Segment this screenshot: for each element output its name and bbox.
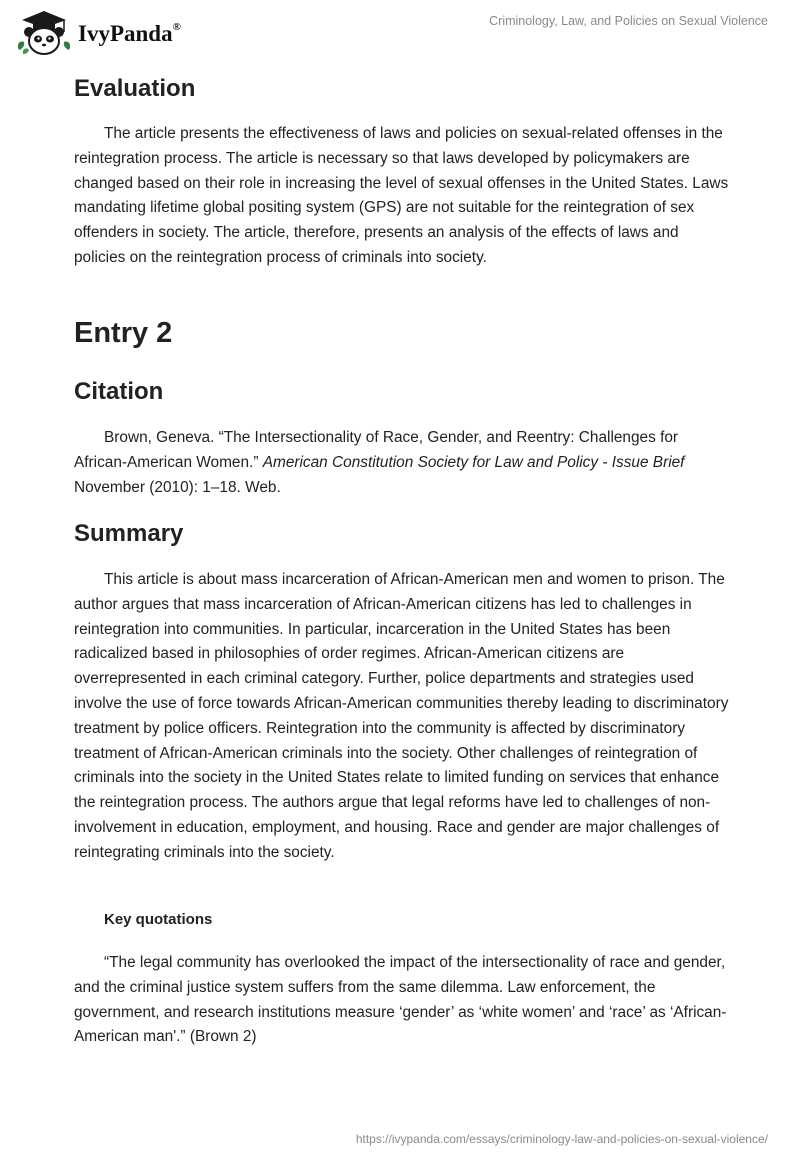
citation-journal: American Constitution Society for Law and Policy - Issue Brief bbox=[262, 453, 685, 471]
evaluation-heading: Evaluation bbox=[74, 75, 196, 102]
summary-heading: Summary bbox=[74, 520, 184, 547]
page-header bbox=[0, 0, 800, 60]
source-url-link[interactable]: https://ivypanda.com/essays/criminology-law-and-policies-on-sexual-violence/ bbox=[355, 1132, 768, 1146]
panda-graduate-icon bbox=[14, 8, 74, 58]
citation-date: November (2010): 1–18. Web. bbox=[74, 478, 281, 496]
citation-paragraph bbox=[74, 426, 734, 500]
evaluation-paragraph: The article presents the effectiveness of laws and policies on sexual-related offenses in the reintegration process. The article is necessary so that laws developed by policymakers are changed based on their role in increasing the level of sexual offenses in the United States. Laws mandating lifetime global positing system (GPS) are not suitable for the reintegration of sex offenders in society. The article, therefore, presents an analysis of the effects of laws and policies on the reintegration process of criminals into society. bbox=[74, 125, 729, 266]
summary-paragraph: This article is about mass incarceration of African-American men and women to prison. The author argues that mass incarceration of African-American citizens has led to challenges in reintegration into communities. In particular, incarceration in the United States has been radicalized based in philosophies of order regimes. African-American citizens are overrepresented in each criminal category. Further, police departments and strategies used involve the use of force towards African-American communities thereby leading to discriminatory treatment by police officers. Reintegration into the community is affected by discriminatory treatment of African-American criminals into the society. Other challenges of reintegration of criminals into the society in the United States relate to limited funding on services that enhance the reintegration process. The authors argue that legal reforms have led to challenges of non-involvement in education, employment, and housing. Race and gender are major challenges of reintegrating criminals into the society. bbox=[74, 571, 729, 861]
key-quotation-paragraph: “The legal community has overlooked the impact of the intersectionality of race and gender, and the criminal justice system suffers from the same dilemma. Law enforcement, the government, and research institutions measure ‘gender’ as ‘white women’ and ‘race’ as ‘African-American man'.” (Brown 2) bbox=[74, 954, 727, 1046]
entry-2-heading: Entry 2 bbox=[74, 317, 173, 349]
running-title: Criminology, Law, and Policies on Sexual Violence bbox=[489, 14, 768, 28]
ivypanda-logo[interactable] bbox=[14, 8, 214, 58]
key-quotations-heading: Key quotations bbox=[104, 911, 213, 928]
citation-heading: Citation bbox=[74, 378, 164, 405]
citation-author-title: Brown, Geneva. “The Intersectionality of Race, Gender, and Reentry: Challenges for African-American Women.” bbox=[74, 429, 679, 471]
brand-name: IvyPanda® bbox=[78, 21, 181, 46]
